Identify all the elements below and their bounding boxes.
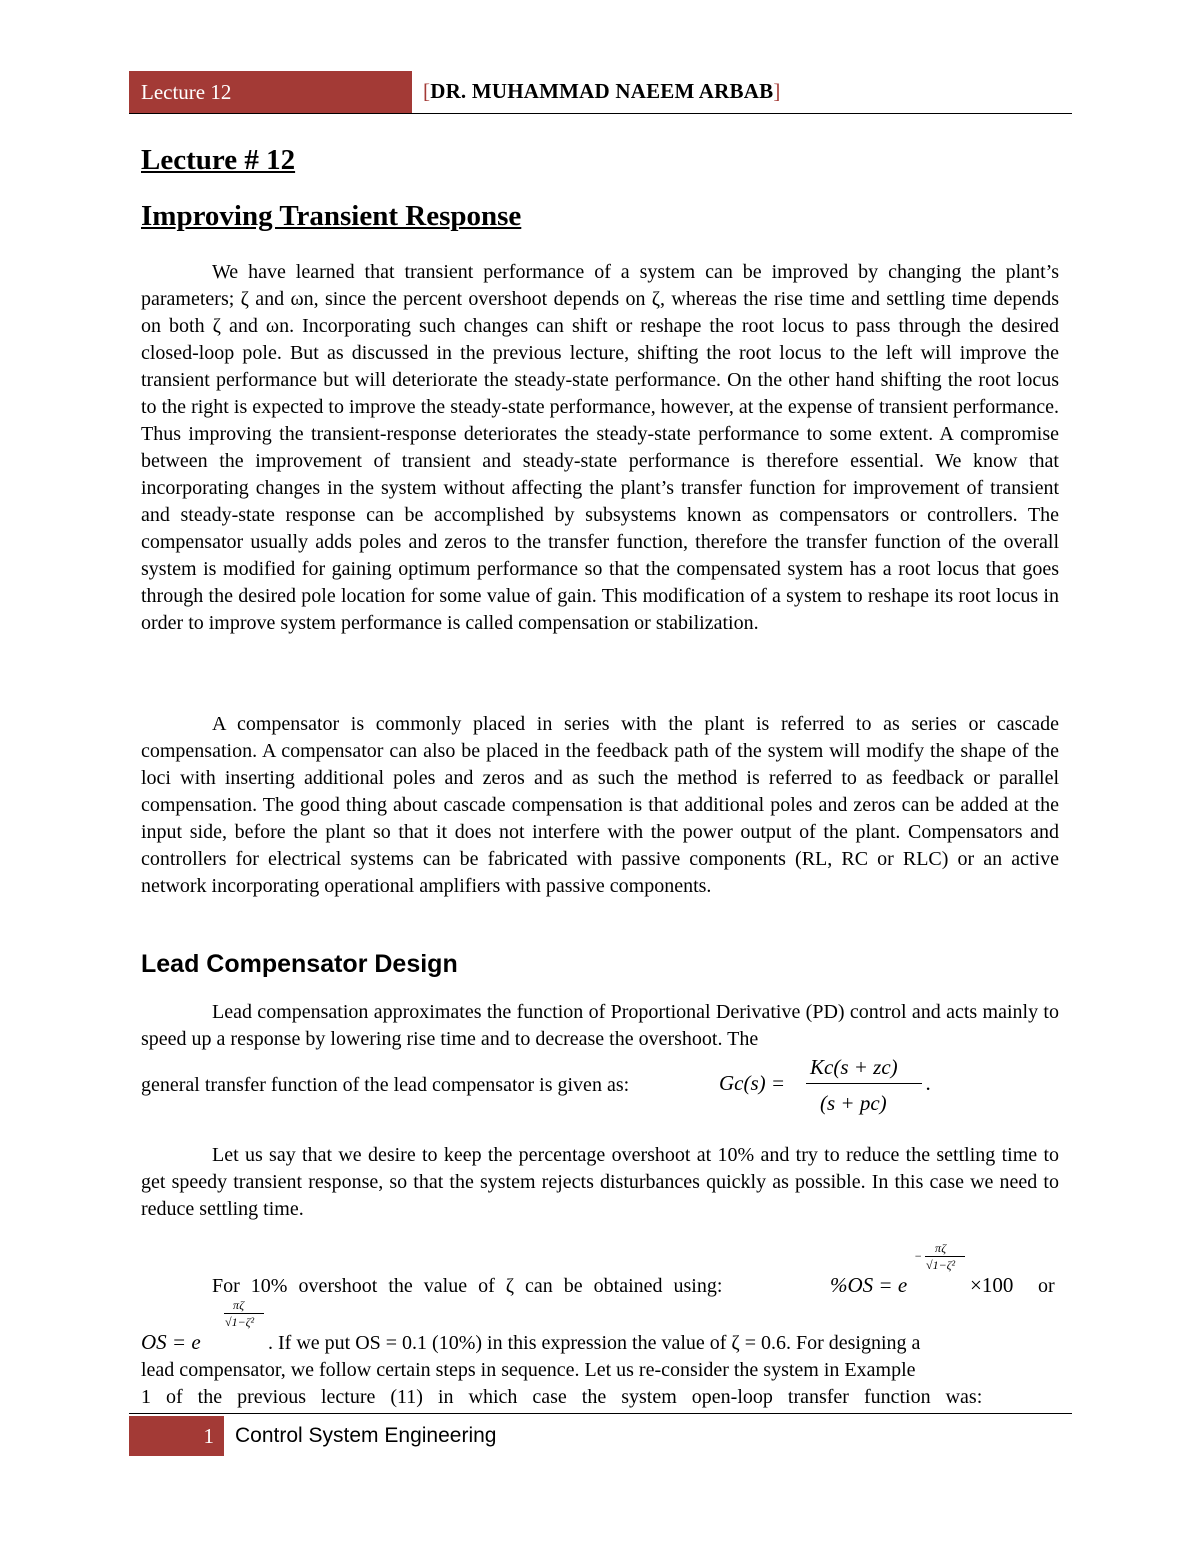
- eq-os2-lhs: OS = e: [141, 1330, 201, 1354]
- footer-page-box: [129, 1416, 224, 1456]
- eq-os1-minus: −: [914, 1249, 923, 1263]
- eq-os1-exp-bar: [925, 1256, 965, 1257]
- eq-gc-denominator: (s + pc): [820, 1091, 887, 1115]
- header-divider: [129, 113, 1072, 114]
- page-number: 1: [203, 1424, 214, 1448]
- eq-gc-numerator: Kc(s + zc): [810, 1055, 898, 1079]
- eq-os1-times: ×100: [970, 1273, 1014, 1297]
- eq-os1-or: or: [1038, 1275, 1055, 1297]
- paragraph-zeta-line4: 1 of the previous lecture (11) in which case the system open-loop transfer function was:: [141, 1386, 983, 1408]
- header-lecture-label: Lecture 12: [141, 80, 232, 104]
- eq-os2-exp-num: πζ: [233, 1298, 245, 1312]
- paragraph-compensation: A compensator is commonly placed in series with the plant is referred to as series or cascade compensation. A compensator can also be placed in the feedback path of the system will modify the shape of the loci with inserting additional poles and zeros and as such the method is referred to as feedback or parallel compensation. The good thing about cascade compensation is that additional poles and zeros can be added at the input side, before the plant so that it does not interfere with the power output of the plant. Compensators and controllers for electrical systems can be fabricated with passive components (RL, RC or RLC) or an active network incorporating operational amplifiers with passive components.: [141, 713, 1059, 897]
- eq-gc-lhs: Gc(s) =: [719, 1071, 786, 1095]
- eq-os1-exp-num: πζ: [935, 1241, 947, 1255]
- eq-os1-exp-den: √1−ζ²: [926, 1258, 956, 1272]
- footer-divider: [129, 1413, 1072, 1414]
- section-heading-lead: Lead Compensator Design: [141, 950, 458, 978]
- eq-os1-lhs: %OS = e: [830, 1273, 908, 1297]
- eq-gc-fraction-bar: [806, 1083, 922, 1084]
- paragraph-overshoot: Let us say that we desire to keep the percentage overshoot at 10% and try to reduce the settling time to get speedy transient response, so that the system rejects disturbances quickly as possible. In this case we need to reduce settling time.: [141, 1144, 1059, 1220]
- paragraph-zeta-line1: For 10% overshoot the value of ζ can be obtained using:: [212, 1275, 723, 1297]
- paragraph-zeta-line2: . If we put OS = 0.1 (10%) in this expression the value of ζ = 0.6. For designing a: [268, 1332, 921, 1354]
- header-lecture-tag: [129, 71, 412, 113]
- paragraph-zeta-line3: lead compensator, we follow certain steps in sequence. Let us re-consider the system in Example: [141, 1359, 916, 1381]
- footer-course: Control System Engineering: [235, 1424, 497, 1447]
- paragraph-lead: Lead compensation approximates the function of Proportional Derivative (PD) control and acts mainly to speed up a response by lowering rise time and to decrease the overshoot. The: [141, 1001, 1059, 1050]
- eq-gc-period: .: [926, 1071, 932, 1095]
- author-name: DR. MUHAMMAD NAEEM ARBAB: [430, 79, 774, 103]
- header-author: [DR. MUHAMMAD NAEEM ARBAB]: [423, 79, 781, 103]
- page-title: Lecture # 12: [141, 144, 296, 176]
- paragraph-lead-line3: general transfer function of the lead compensator is given as:: [141, 1074, 630, 1096]
- eq-os2-exp-den: √1−ζ²: [225, 1315, 255, 1329]
- section-heading-transient: Improving Transient Response: [141, 200, 522, 232]
- eq-os2-exp-bar: [224, 1313, 264, 1314]
- paragraph-transient: We have learned that transient performance of a system can be improved by changing the plant’s parameters; ζ and ωn, since the percent overshoot depends on ζ, whereas the rise time and settling time depends on both ζ and ωn. Incorporating such changes can shift or reshape the root locus to pass through the desired closed-loop pole. But as discussed in the previous lecture, shifting the root locus to the left will improve the transient performance but will deteriorate the steady-state performance. On the other hand shifting the root locus to the right is expected to improve the steady-state performance, however, at the expense of transient performance. Thus improving the transient-response deteriorates the steady-state performance to some extent. A compromise between the improvement of transient and steady-state performance is therefore essential. We know that incorporating changes in the system without affecting the plant’s transfer function for improvement of transient and steady-state response can be accomplished by subsystems known as compensators or controllers. The compensator usually adds poles and zeros to the transfer function, therefore the transfer function of the overall system is modified for gaining optimum performance so that the compensated system has a root locus that goes through the desired pole location for some value of gain. This modification of a system to reshape its root locus in order to improve system performance is called compensation or stabilization.: [141, 261, 1059, 634]
